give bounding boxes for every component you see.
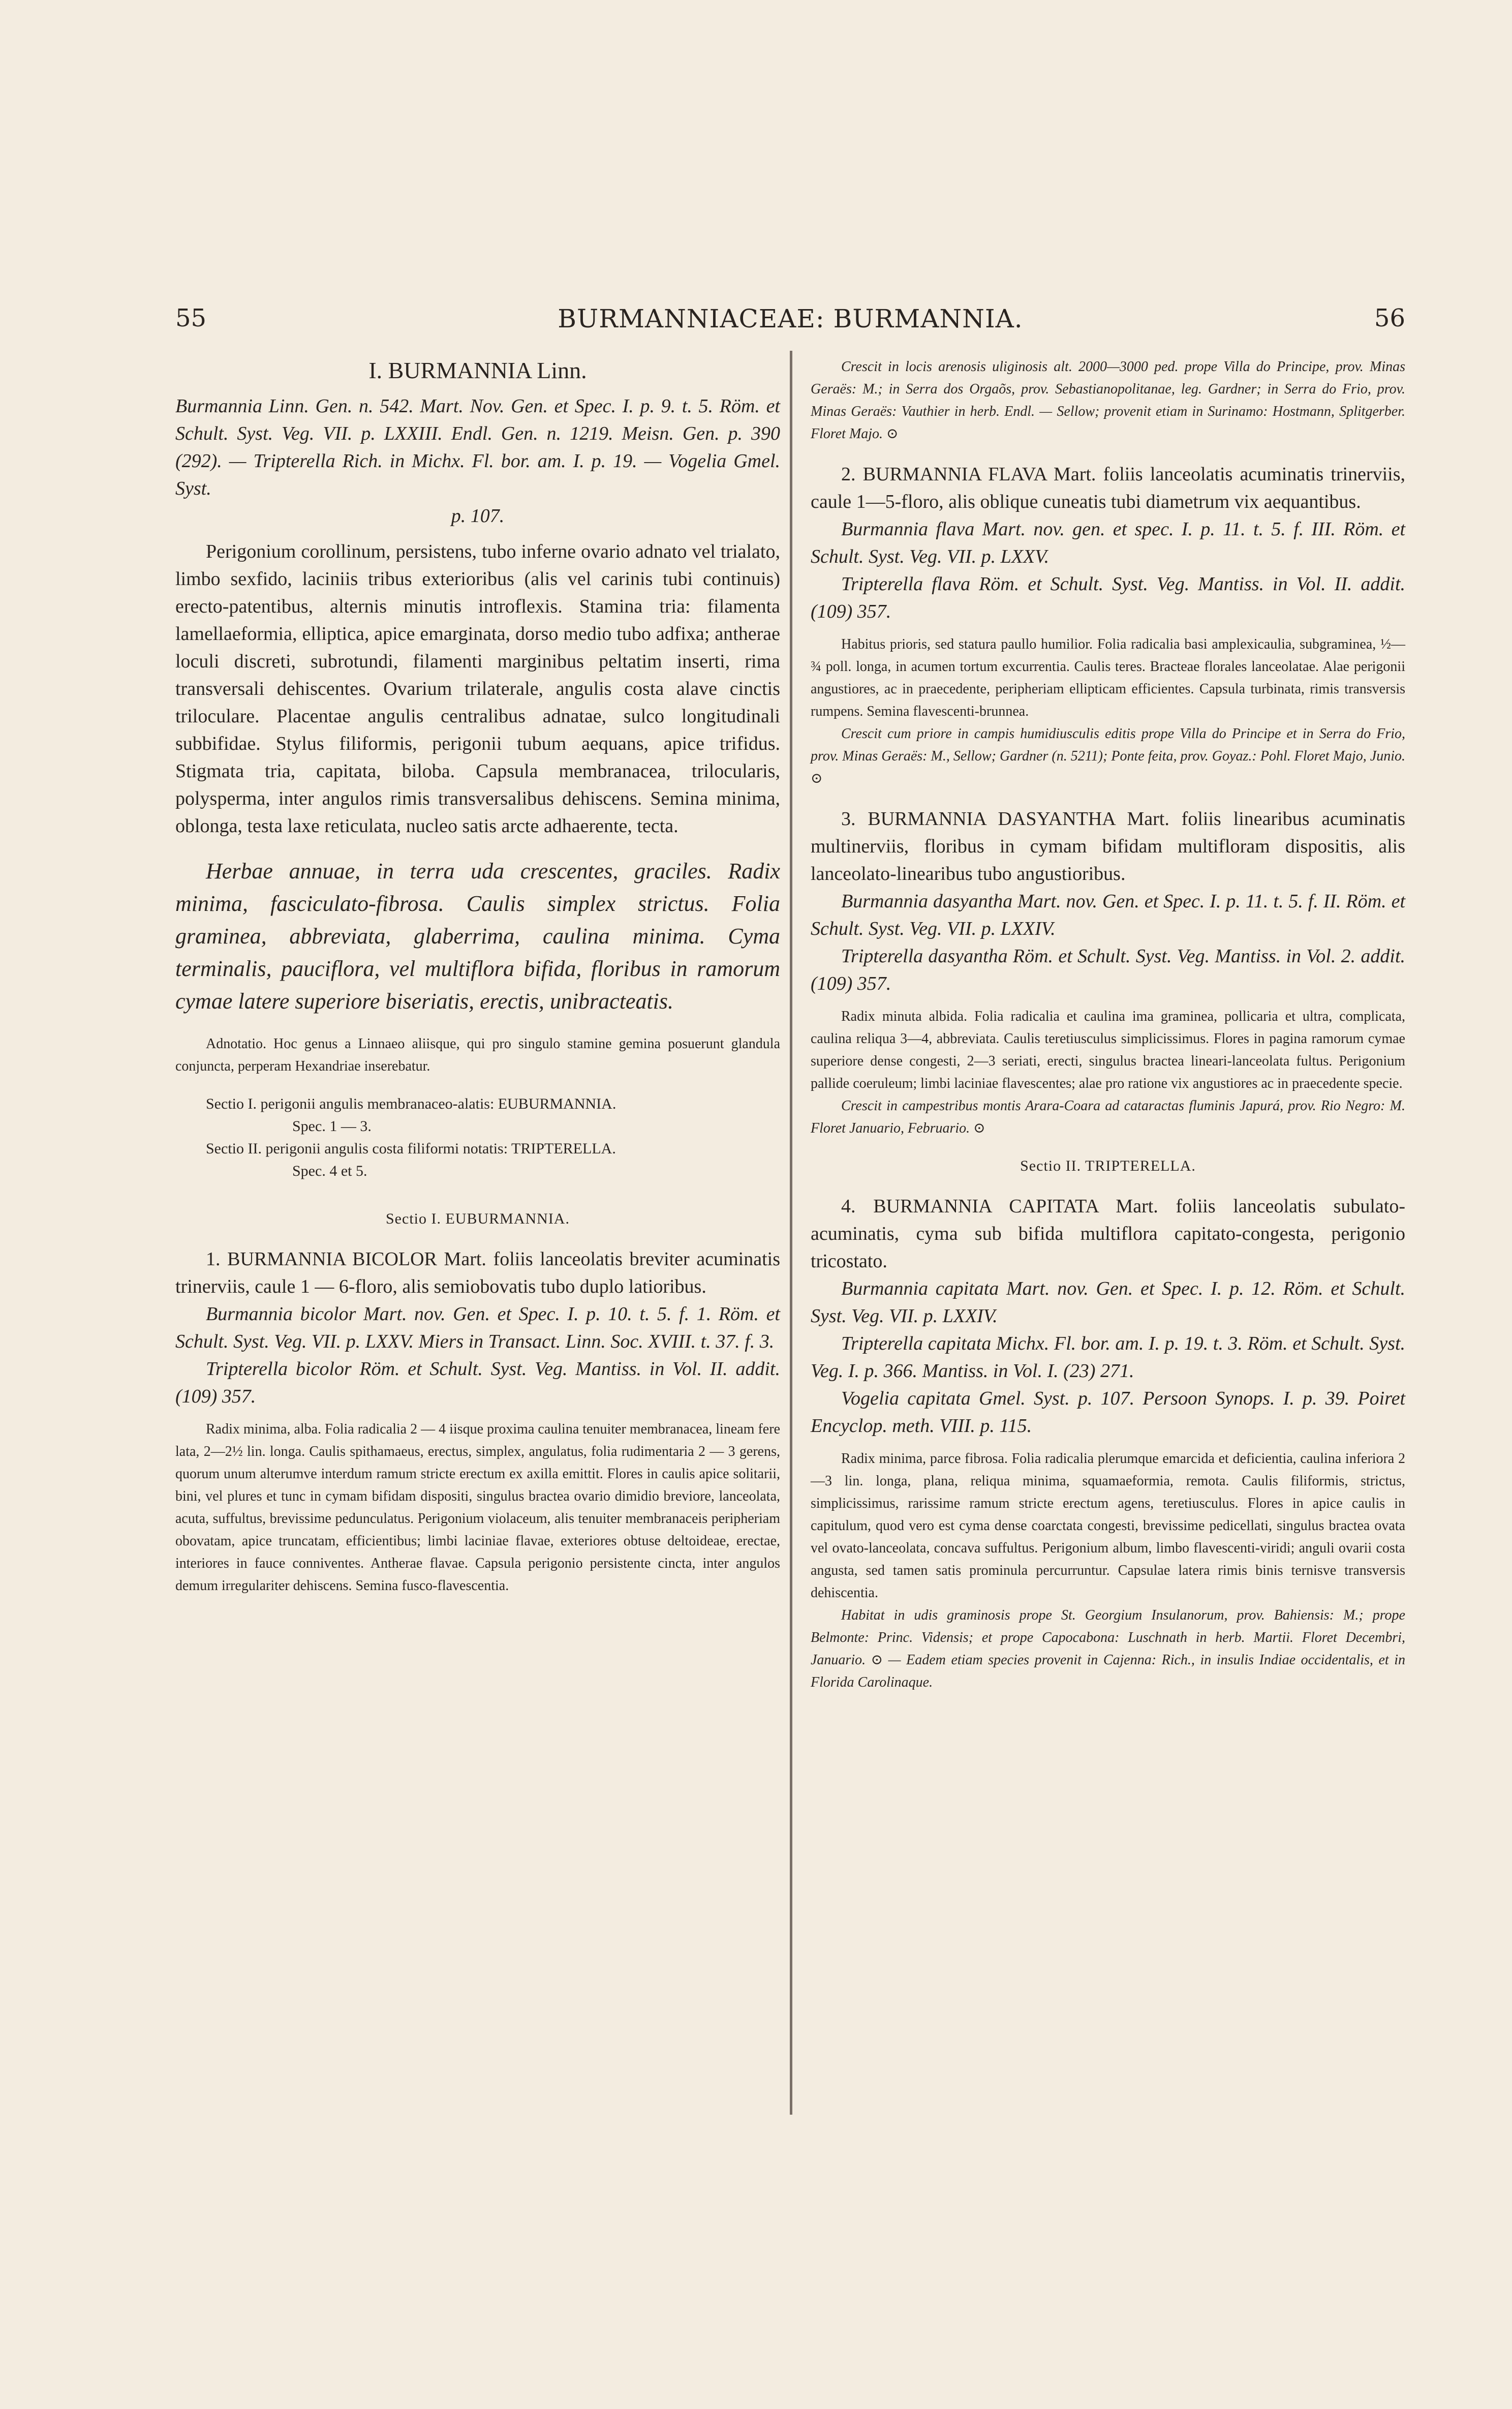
page-header	[175, 304, 1405, 340]
genus-description: Perigonium corollinum, persistens, tubo inferne ovario adnato vel trialato, limbo sexfido, laciniis tribus exterioribus (alis vel carinis tubi continuis) erecto-patentibus, alternis minutis introflexis. Stamina tria: filamenta lamellaeformia, elliptica, apice emarginata, dorso medio tubo adfixa; antherae loculi discreti, subrotundi, filamenti marginibus peltatim inserti, rima transversali dehiscentes. Ovarium trilaterale, angulis costa alave cinctis triloculare. Placentae angulis centralibus adnatae, sulco longitudinali subbifidae. Stylus filiformis, perigonii tubum aequans, apice trifidus. Stigmata tria, capitata, biloba. Capsula membranacea, trilocularis, polysperma, inter angulos rimis transversalibus dehiscens. Semina minima, oblonga, testa laxe reticulata, nucleo satis arcte adhaerente, tecta.	[175, 541, 780, 837]
column-divider	[790, 351, 792, 2115]
species-1-reference-2: Tripterella bicolor Röm. et Schult. Syst. Veg. Mantiss. in Vol. II. addit. (109) 357.	[175, 1358, 780, 1407]
genus-synonymy-end: p. 107.	[451, 505, 505, 527]
page-number-right: 56	[1374, 304, 1405, 332]
species-2-reference-2: Tripterella flava Röm. et Schult. Syst. Veg. Mantiss. in Vol. II. addit. (109) 357.	[811, 573, 1405, 622]
genus-title: I. BURMANNIA Linn.	[368, 357, 587, 383]
species-3-reference-1: Burmannia dasyantha Mart. nov. Gen. et Spec. I. p. 11. t. 5. f. II. Röm. et Schult. Syst. Veg. VII. p. LXXIV.	[811, 891, 1405, 939]
sectio-2-line: Sectio II. perigonii angulis costa filiformi notatis: TRIPTERELLA.	[206, 1140, 616, 1157]
species-1-description: Radix minima, alba. Folia radicalia 2 — 4 iisque proxima caulina tenuiter membranacea, lineam fere lata, 2—2½ lin. longa. Caulis spithamaeus, erectus, simplex, angulatus, folia rudimentaria 2 — 3 gerens, quorum unum alterumve interdum ramum stricte erectum ex axilla emittit. Flores in caulis apice solitarii, bini, vel plures et tunc in cymam bifidam dispositi, singulus bractea ovario dimidio breviore, lanceolata, acuta, suffultus, brevissime pedunculatus. Perigonium violaceum, alis tenuiter membranaceis peripheriam obovatam, apice truncatam, efficientibus; limbi laciniae flavae, exteriores obtuse deltoideae, erectae, interiores in fauce conniventes. Antherae flavae. Capsula perigonio persistente cincta, inter angulos demum irregulariter dehiscens. Semina fusco-flavescentia.	[175, 1421, 780, 1594]
sectio-heading-tripterella: Sectio II. TRIPTERELLA.	[1020, 1157, 1196, 1174]
species-2-reference-1: Burmannia flava Mart. nov. gen. et spec. I. p. 11. t. 5. f. III. Röm. et Schult. Syst. Veg. VII. p. LXXV.	[811, 519, 1405, 567]
species-2-diagnosis: 2. BURMANNIA FLAVA Mart. foliis lanceolatis acuminatis trinerviis, caule 1—5-floro, alis oblique cuneatis tubi diametrum vix aequantibus.	[811, 464, 1405, 512]
right-column	[811, 356, 1405, 1694]
species-2-habitat: Crescit cum priore in campis humidiusculis editis prope Villa do Principe et in Serra do Frio, prov. Minas Geraës: M., Sellow; Gardner (n. 5211); Ponte feita, prov. Goyaz.: Pohl. Floret Majo, Junio. ⊙	[811, 726, 1405, 786]
species-4-reference-2: Tripterella capitata Michx. Fl. bor. am. I. p. 19. t. 3. Röm. et Schult. Syst. Veg. I. p. 366. Mantiss. in Vol. I. (23) 271.	[811, 1333, 1405, 1382]
species-1-habitat: Crescit in locis arenosis uliginosis alt. 2000—3000 ped. prope Villa do Principe, prov. Minas Geraës: M.; in Serra dos Orgaõs, prov. Sebastianopolitanae, leg. Gardner; in Serra do Frio, prov. Minas Geraës: Vauthier in herb. Endl. — Sellow; provenit etiam in Surinamo: Hostmann, Splitgerber. Floret Majo. ⊙	[811, 359, 1405, 442]
sectio-1-line: Sectio I. perigonii angulis membranaceo-alatis: EUBURMANNIA.	[206, 1095, 616, 1112]
species-4-reference-3: Vogelia capitata Gmel. Syst. p. 107. Persoon Synops. I. p. 39. Poiret Encyclop. meth. VIII. p. 115.	[811, 1388, 1405, 1437]
species-3-description: Radix minuta albida. Folia radicalia et caulina ima graminea, pollicaria et ultra, complicata, caulina reliqua 3—4, abbreviata. Caulis teretiusculus simplicissimus. Flores in pagina ramorum cymae superiore dense congesti, 2—3 seriati, erecti, singulus bractea lineari-lanceolata fultus. Perigonium pallide coeruleum; limbi laciniae flavescentes; alae pro ratione vix angustiores ac in praecedente specie.	[811, 1009, 1405, 1091]
species-3-diagnosis: 3. BURMANNIA DASYANTHA Mart. foliis linearibus acuminatis multinerviis, floribus in cymam bifidam multifloram dispositis, alis lanceolato-linearibus tubo angustioribus.	[811, 808, 1405, 885]
species-1-reference-1: Burmannia bicolor Mart. nov. Gen. et Spec. I. p. 10. t. 5. f. 1. Röm. et Schult. Syst. Veg. VII. p. LXXV. Miers in Transact. Linn. Soc. XVIII. t. 37. f. 3.	[175, 1303, 780, 1352]
genus-synonymy: Burmannia Linn. Gen. n. 542. Mart. Nov. Gen. et Spec. I. p. 9. t. 5. Röm. et Schult. Syst. Veg. VII. p. LXXIII. Endl. Gen. n. 1219. Meisn. Gen. p. 390 (292). — Tripterella Rich. in Michx. Fl. bor. am. I. p. 19. — Vogelia Gmel. Syst.	[175, 395, 780, 499]
adnotatio: Adnotatio. Hoc genus a Linnaeo aliisque, qui pro singulo stamine gemina posuerunt glandula conjuncta, perperam Hexandriae inserebatur.	[175, 1036, 780, 1074]
species-1-diagnosis: 1. BURMANNIA BICOLOR Mart. foliis lanceolatis breviter acuminatis trinerviis, caule 1 — 6-floro, alis semiobovatis tubo duplo latioribus.	[175, 1248, 780, 1297]
species-4-reference-1: Burmannia capitata Mart. nov. Gen. et Spec. I. p. 12. Röm. et Schult. Syst. Veg. VII. p. LXXIV.	[811, 1278, 1405, 1327]
species-3-habitat: Crescit in campestribus montis Arara-Coara ad cataractas fluminis Japurá, prov. Rio Negro: M. Floret Januario, Februario. ⊙	[811, 1098, 1405, 1136]
habit-paragraph: Herbae annuae, in terra uda crescentes, graciles. Radix minima, fasciculato-fibrosa. Caulis simplex strictus. Folia graminea, abbreviata, glaberrima, caulina minima. Cyma terminalis, pauciflora, vel multiflora bifida, floribus in ramorum cymae latere superiore biseriatis, erectis, unibracteatis.	[175, 859, 780, 1014]
species-4-description: Radix minima, parce fibrosa. Folia radicalia plerumque emarcida et deficientia, caulina inferiora 2—3 lin. longa, plana, reliqua minima, squamaeformia, remota. Caulis filiformis, strictus, simplicissimus, rarissime ramum stricte erectum agens, teretiusculus. Flores in apice caulis in capitulum, quod vero est cyma dense coarctata congesti, brevissime pedicellati, singulus bractea ovata vel ovato-lanceolata, concava suffultus. Perigonium album, limbo flavescenti-viridi; anguli ovarii costa angusta, sed tamen satis prominula percurruntur. Capsulae latera rimis binis ternisve transversis dehiscentia.	[811, 1451, 1405, 1601]
species-4-habitat: Habitat in udis graminosis prope St. Georgium Insulanorum, prov. Bahiensis: M.; prope Belmonte: Princ. Vidensis; et prope Capocabona: Luschnath in herb. Martii. Floret Decembri, Januario. ⊙ — Eadem etiam species provenit in Cajenna: Rich., in insulis Indiae occidentalis, et in Florida Carolinaque.	[811, 1607, 1405, 1690]
page-number-left: 55	[175, 304, 207, 332]
sectio-1-spec: Spec. 1 — 3.	[292, 1118, 372, 1135]
left-column	[175, 356, 780, 1597]
running-title: BURMANNIACEAE: BURMANNIA.	[558, 304, 1023, 333]
species-2-description: Habitus prioris, sed statura paullo humilior. Folia radicalia basi amplexicaulia, subgraminea, ½—¾ poll. longa, in acumen tortum excurrentia. Caulis teres. Bracteae florales lanceolatae. Alae perigonii angustiores, ac in praecedente, peripheriam ellipticam efficientes. Capsula turbinata, rimis transversis rumpens. Semina flavescenti-brunnea.	[811, 636, 1405, 719]
sectio-2-spec: Spec. 4 et 5.	[292, 1163, 367, 1179]
sectio-heading-euburmannia: Sectio I. EUBURMANNIA.	[386, 1210, 570, 1227]
species-3-reference-2: Tripterella dasyantha Röm. et Schult. Syst. Veg. Mantiss. in Vol. 2. addit. (109) 357.	[811, 946, 1405, 994]
species-4-diagnosis: 4. BURMANNIA CAPITATA Mart. foliis lanceolatis subulato-acuminatis, cyma sub bifida multiflora capitato-congesta, perigonio tricostato.	[811, 1196, 1405, 1272]
